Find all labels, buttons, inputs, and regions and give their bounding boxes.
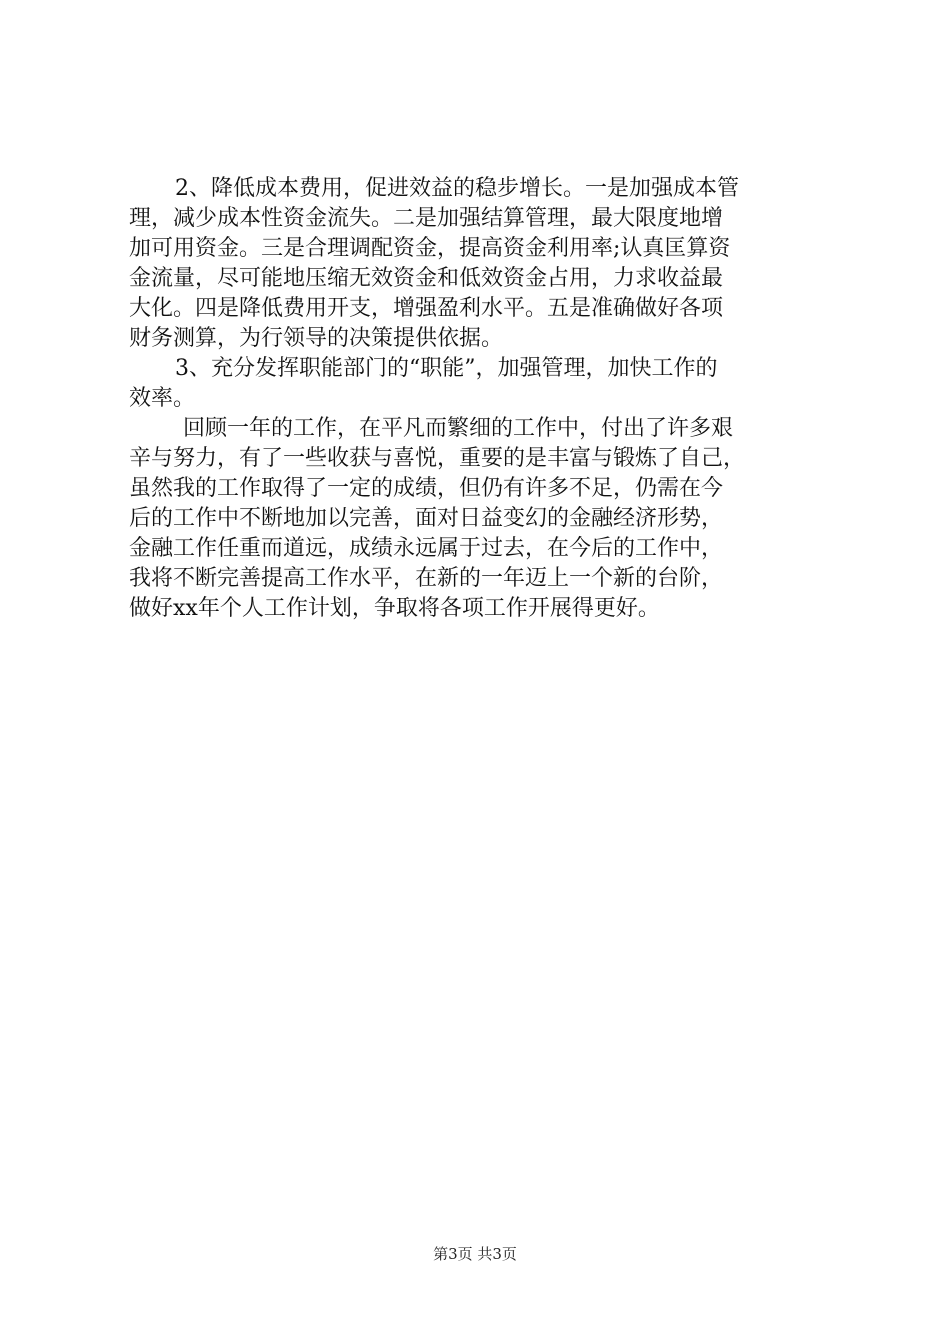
summary-paragraph-line-4: 后的工作中不断地加以完善，面对日益变幻的金融经济形势， [129, 506, 724, 531]
summary-paragraph-line-7: 做好xx年个人工作计划，争取将各项工作开展得更好。 [129, 596, 660, 621]
page-number-footer: 第3页 共3页 [433, 1245, 517, 1263]
paragraph-2-line-1: 2、降低成本费用，促进效益的稳步增长。一是加强成本管 [175, 176, 739, 201]
paragraph-2-line-3: 加可用资金。三是合理调配资金，提高资金利用率;认真匡算资 [129, 236, 731, 261]
document-body [129, 174, 839, 624]
paragraph-2-line-2: 理，减少成本性资金流失。二是加强结算管理，最大限度地增 [129, 206, 724, 231]
summary-paragraph-line-2: 辛与努力，有了一些收获与喜悦，重要的是丰富与锻炼了自己， [129, 446, 746, 471]
paragraph-2-line-5: 大化。四是降低费用开支，增强盈利水平。五是准确做好各项 [129, 296, 724, 321]
paragraph-3-line-2: 效率。 [129, 386, 196, 411]
summary-paragraph-line-6: 我将不断完善提高工作水平，在新的一年迈上一个新的台阶， [129, 566, 724, 591]
paragraph-2-line-4: 金流量，尽可能地压缩无效资金和低效资金占用，力求收益最 [129, 266, 724, 291]
summary-paragraph-line-1: 回顾一年的工作，在平凡而繁细的工作中，付出了许多艰 [183, 416, 734, 441]
paragraph-2-line-6: 财务测算，为行领导的决策提供依据。 [129, 326, 504, 351]
summary-paragraph-line-5: 金融工作任重而道远，成绩永远属于过去，在今后的工作中， [129, 536, 724, 561]
paragraph-3-line-1: 3、充分发挥职能部门的“职能”，加强管理，加快工作的 [175, 356, 718, 381]
summary-paragraph-line-3: 虽然我的工作取得了一定的成绩，但仍有许多不足，仍需在今 [129, 476, 724, 501]
